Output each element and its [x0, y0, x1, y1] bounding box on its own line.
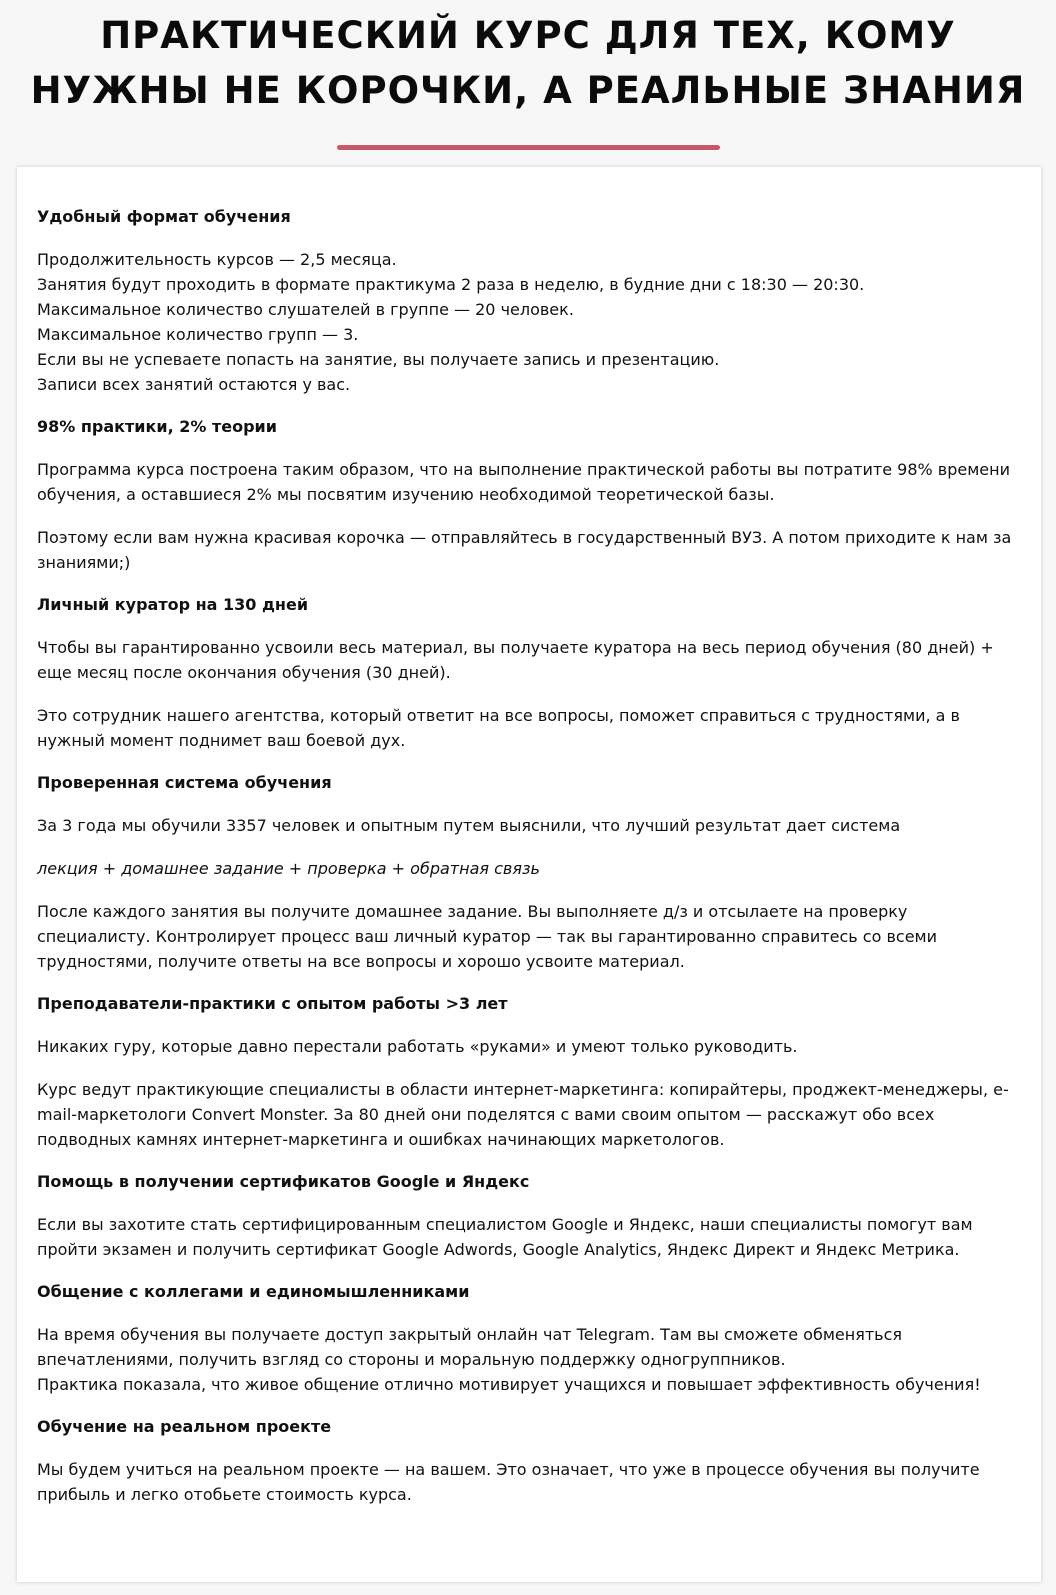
hero-header	[0, 0, 1056, 150]
section-paragraph: Курс ведут практикующие специалисты в области интернет-маркетинга: копирайтеры, проджект-менеджеры, e-mail-маркетологи Convert Monster. За 80 дней они поделятся с вами своим опытом — расскажут обо всех подводных камнях интернет-маркетинга и ошибках начинающих маркетологов.	[37, 1080, 1009, 1149]
text-line: Записи всех занятий остаются у вас.	[37, 375, 351, 394]
page-title	[28, 8, 1028, 118]
section-system	[37, 771, 1021, 974]
section-community	[37, 1280, 1021, 1397]
formula-text: лекция + домашнее задание + проверка + обратная связь	[37, 859, 540, 878]
section-title: Проверенная система обучения	[37, 773, 332, 792]
section-paragraph: За 3 года мы обучили 3357 человек и опытным путем выяснили, что лучший результат дает система	[37, 816, 901, 835]
section-paragraph: Чтобы вы гарантированно усвоили весь материал, вы получаете куратора на весь период обучения (80 дней) + еще месяц после окончания обучения (30 дней).	[37, 638, 994, 682]
section-title: Обучение на реальном проекте	[37, 1417, 332, 1436]
text-line: Максимальное количество групп — 3.	[37, 325, 359, 344]
section-title: Общение с коллегами и единомышленниками	[37, 1282, 470, 1301]
section-paragraph: Никаких гуру, которые давно перестали работать «руками» и умеют только руководить.	[37, 1037, 798, 1056]
text-line: Занятия будут проходить в формате практикума 2 раза в неделю, в будние дни с 18:30 — 20:30.	[37, 275, 865, 294]
section-curator	[37, 593, 1021, 753]
page-title-line-2: НУЖНЫ НЕ КОРОЧКИ, А РЕАЛЬНЫЕ ЗНАНИЯ	[30, 69, 1026, 112]
section-paragraph: Это сотрудник нашего агентства, который ответит на все вопросы, поможет справиться с трудностями, а в нужный момент поднимет ваш боевой дух.	[37, 706, 960, 750]
title-divider	[337, 145, 720, 150]
section-paragraph	[37, 247, 1021, 397]
section-title: Личный куратор на 130 дней	[37, 595, 309, 614]
section-title: 98% практики, 2% теории	[37, 417, 277, 436]
section-practice	[37, 415, 1021, 575]
text-line: Практика показала, что живое общение отлично мотивирует учащихся и повышает эффективность обучения!	[37, 1375, 981, 1394]
section-title: Преподаватели-практики с опытом работы >3 лет	[37, 994, 508, 1013]
section-real-project	[37, 1415, 1021, 1507]
section-paragraph: Программа курса построена таким образом, что на выполнение практической работы вы потратите 98% времени обучения, а оставшиеся 2% мы посвятим изучению необходимой теоретической базы.	[37, 460, 1010, 504]
section-paragraph	[37, 1322, 1021, 1397]
section-title: Удобный формат обучения	[37, 207, 291, 226]
section-title: Помощь в получении сертификатов Google и Яндекс	[37, 1172, 530, 1191]
section-paragraph: Если вы захотите стать сертифицированным специалистом Google и Яндекс, наши специалисты помогут вам пройти экзамен и получить сертификат Google Adwords, Google Analytics, Яндекс Директ и Яндекс Метрика.	[37, 1215, 973, 1259]
text-line: Максимальное количество слушателей в группе — 20 человек.	[37, 300, 574, 319]
section-certificates	[37, 1170, 1021, 1262]
section-paragraph: После каждого занятия вы получите домашнее задание. Вы выполняете д/з и отсылаете на проверку специалисту. Контролирует процесс ваш личный куратор — так вы гарантированно справитесь со всеми трудностями, получите ответы на все вопросы и хорошо усвоите материал.	[37, 902, 938, 971]
section-paragraph: Поэтому если вам нужна красивая корочка — отправляйтесь в государственный ВУЗ. А потом приходите к нам за знаниями;)	[37, 528, 1012, 572]
text-line: На время обучения вы получаете доступ закрытый онлайн чат Telegram. Там вы сможете обменяться впечатлениями, получить взгляд со стороны и моральную поддержку одногруппников.	[37, 1325, 903, 1369]
section-teachers	[37, 992, 1021, 1152]
text-line: Продолжительность курсов — 2,5 месяца.	[37, 250, 397, 269]
page-title-line-1: ПРАКТИЧЕСКИЙ КУРС ДЛЯ ТЕХ, КОМУ	[100, 14, 956, 57]
text-line: Если вы не успеваете попасть на занятие, вы получаете запись и презентацию.	[37, 350, 720, 369]
section-format	[37, 205, 1021, 397]
section-paragraph: Мы будем учиться на реальном проекте — на вашем. Это означает, что уже в процессе обучения вы получите прибыль и легко отобьете стоимость курса.	[37, 1460, 980, 1504]
course-info-card	[17, 167, 1041, 1582]
